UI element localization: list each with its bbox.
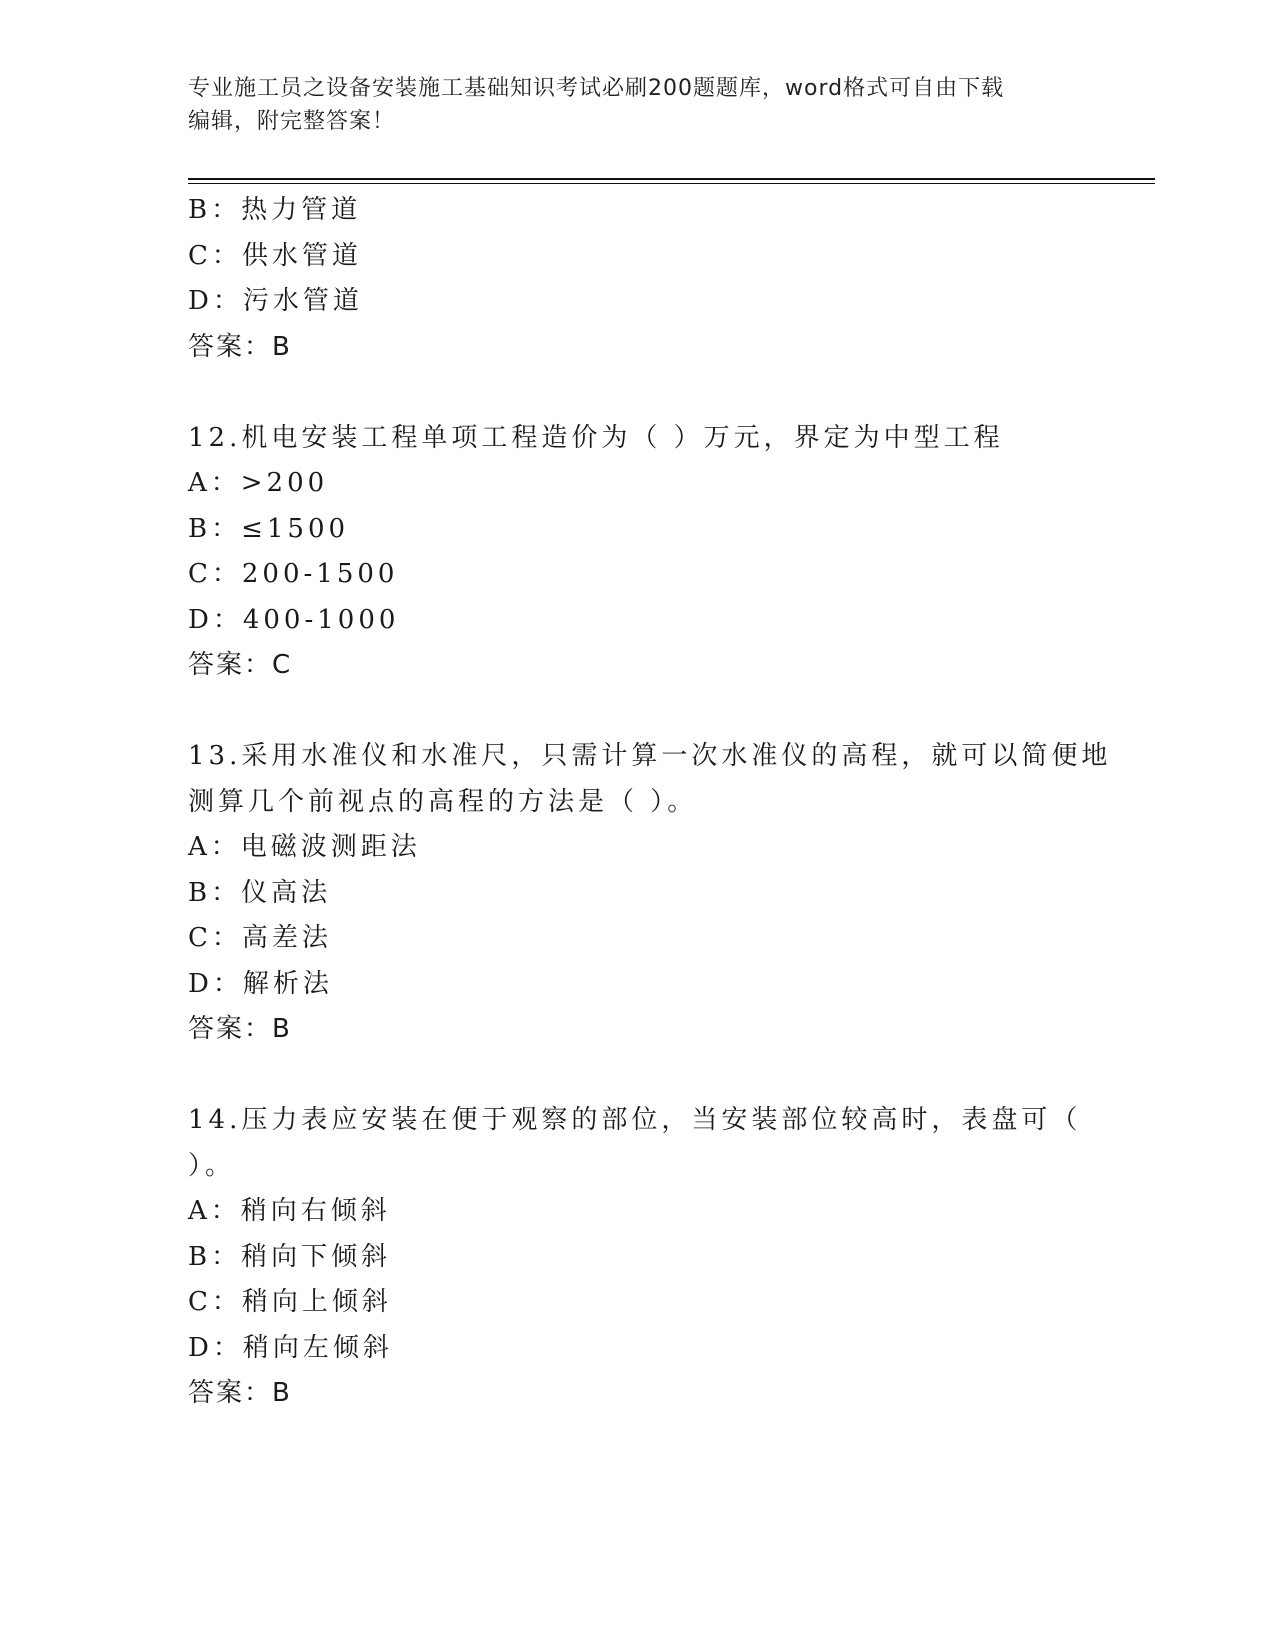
header-line-1: 专业施工员之设备安装施工基础知识考试必刷200题题库，word格式可自由下载 — [188, 76, 1005, 101]
answer-line: 答案：B — [188, 1378, 292, 1408]
question-list — [188, 188, 1112, 1417]
option-c: C：高差法 — [188, 923, 332, 953]
header-line-2: 编辑，附完整答案！ — [188, 109, 396, 134]
option-b: B：稍向下倾斜 — [188, 1241, 392, 1272]
question-11-continuation — [188, 188, 1088, 370]
option-d: D：400-1000 — [188, 604, 400, 635]
option-d: D：污水管道 — [188, 286, 363, 316]
spacer — [188, 689, 1088, 735]
spacer — [188, 370, 1088, 416]
answer-line: 答案：C — [188, 650, 293, 680]
answer-line: 答案：B — [188, 331, 292, 362]
spacer — [188, 1053, 1088, 1099]
document-header — [188, 72, 1088, 138]
question-stem: 13.采用水准仪和水准尺，只需计算一次水准仪的高程，就可以简便地 — [188, 741, 1112, 771]
option-b: B：≤1500 — [188, 513, 350, 544]
option-d: D：稍向左倾斜 — [188, 1332, 393, 1363]
header-divider-thick — [188, 178, 1155, 180]
question-stem-continued: ）。 — [188, 1150, 236, 1181]
option-c: C：200-1500 — [188, 559, 399, 589]
option-c: C：稍向上倾斜 — [188, 1287, 392, 1317]
option-b: B：仪高法 — [188, 877, 332, 908]
option-b: B：热力管道 — [188, 195, 362, 225]
question-14 — [188, 1098, 1088, 1417]
question-13 — [188, 734, 1112, 1053]
answer-line: 答案：B — [188, 1014, 292, 1044]
option-a: A：稍向右倾斜 — [188, 1196, 391, 1226]
question-12 — [188, 416, 1088, 689]
question-stem-continued: 测算几个前视点的高程的方法是（ ）。 — [188, 786, 698, 817]
option-d: D：解析法 — [188, 968, 333, 999]
question-stem: 12.机电安装工程单项工程造价为（ ）万元，界定为中型工程 — [188, 422, 1004, 453]
question-stem: 14.压力表应安装在便于观察的部位，当安装部位较高时，表盘可（ — [188, 1105, 1082, 1135]
option-a: A：>200 — [188, 468, 329, 498]
option-c: C：供水管道 — [188, 240, 362, 271]
option-a: A：电磁波测距法 — [188, 832, 421, 862]
header-divider-thin — [188, 183, 1155, 184]
